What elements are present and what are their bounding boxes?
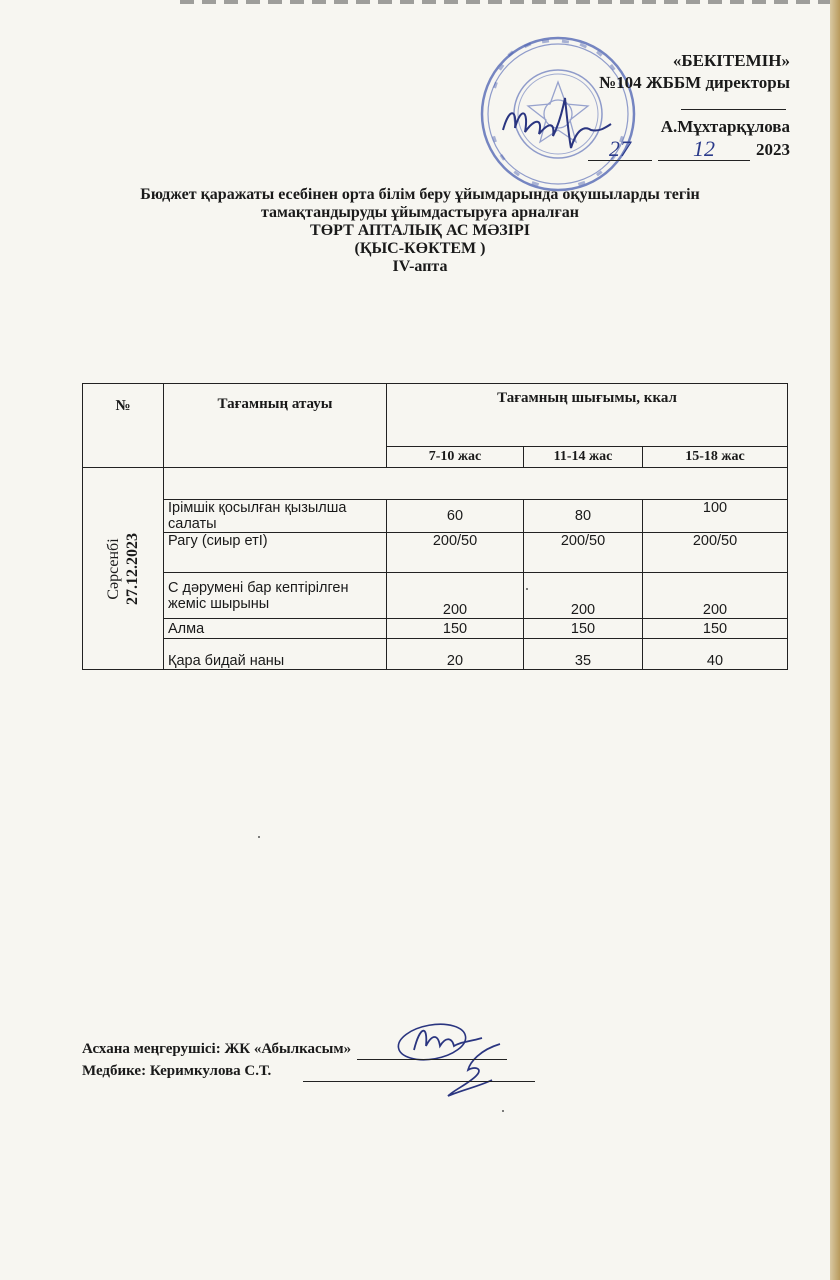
- value-15-18: 100: [643, 500, 788, 533]
- header-kcal: Тағамның шығымы, ккал: [387, 384, 788, 447]
- approval-position: №104 ЖББМ директоры: [599, 73, 790, 92]
- cook-row: [82, 1038, 535, 1060]
- value-15-18: 200/50: [643, 533, 788, 573]
- approval-year: 2023: [756, 140, 790, 159]
- nurse-signature-line: [303, 1081, 535, 1082]
- dish-name: С дәрумені бар кептірілген жеміс шырыны: [164, 573, 387, 619]
- title-line-3: ТӨРТ АПТАЛЫҚ АС МӘЗІРІ: [310, 222, 530, 239]
- table-row: [83, 639, 788, 670]
- table-header-row: [83, 384, 788, 447]
- value-11-14: 200/50: [524, 533, 643, 573]
- nurse-row: [82, 1060, 535, 1082]
- value-15-18: 200: [643, 573, 788, 619]
- value-7-10: 20: [387, 639, 524, 670]
- header-age-11-14: 11-14 жас: [524, 447, 643, 468]
- title-line-5: IV-апта: [392, 258, 448, 275]
- scan-right-edge: [830, 0, 840, 1280]
- title-line-2: тамақтандыруды ұйымдастыруға арналған: [260, 204, 579, 221]
- title-line-1: Бюджет қаражаты есебінен орта білім беру ұйымдарында оқушыларды тегін: [140, 186, 700, 203]
- day-date: 27.12.2023: [124, 532, 141, 605]
- approval-block: [560, 50, 790, 161]
- table-row: [83, 468, 788, 500]
- approval-heading: «БЕКІТЕМІН»: [672, 51, 790, 70]
- document-title: [100, 186, 740, 276]
- table-row: [83, 573, 788, 619]
- approval-date: [560, 138, 790, 161]
- table-row: [83, 619, 788, 639]
- value-7-10: 60: [387, 500, 524, 533]
- value-7-10: 200: [387, 573, 524, 619]
- scan-speck: [502, 1110, 504, 1112]
- value-11-14: 200: [524, 573, 643, 619]
- value-7-10: 150: [387, 619, 524, 639]
- scan-top-edge: [180, 0, 840, 4]
- day-label: [104, 533, 142, 605]
- nurse-label: Медбике: Керимкулова С.Т.: [82, 1063, 272, 1079]
- value-11-14: 35: [524, 639, 643, 670]
- menu-table: [82, 383, 788, 670]
- approval-director-line: [560, 94, 790, 138]
- table-row: [83, 533, 788, 573]
- header-age-15-18: 15-18 жас: [643, 447, 788, 468]
- footer-signatures: [82, 1038, 535, 1082]
- cook-label: Асхана меңгерушісі: ЖК «Абылкасым»: [82, 1041, 352, 1057]
- signature-line: [681, 109, 786, 110]
- dish-name: Алма: [164, 619, 387, 639]
- header-dish-name: Тағамның атауы: [164, 384, 387, 468]
- title-line-4: (ҚЫС-КӨКТЕМ ): [354, 240, 486, 257]
- value-15-18: 40: [643, 639, 788, 670]
- cook-signature-line: [357, 1059, 507, 1060]
- dish-name: Ірімшік қосылған қызылша салаты: [164, 500, 387, 533]
- value-7-10: 200/50: [387, 533, 524, 573]
- approval-director: А.Мұхтарқұлова: [660, 117, 790, 136]
- empty-row-cell: [164, 468, 788, 500]
- scan-speck: [526, 588, 528, 590]
- scan-speck: [258, 836, 260, 838]
- approval-day: 27: [588, 138, 652, 161]
- dish-name: Рагу (сиыр етІ): [164, 533, 387, 573]
- day-name: Сәрсенбі: [105, 537, 122, 600]
- value-15-18: 150: [643, 619, 788, 639]
- value-11-14: 80: [524, 500, 643, 533]
- header-number: №: [83, 384, 164, 468]
- value-11-14: 150: [524, 619, 643, 639]
- header-age-7-10: 7-10 жас: [387, 447, 524, 468]
- approval-month: 12: [658, 138, 750, 161]
- table-row: [83, 500, 788, 533]
- dish-name: Қара бидай наны: [164, 639, 387, 670]
- day-cell: [83, 468, 164, 670]
